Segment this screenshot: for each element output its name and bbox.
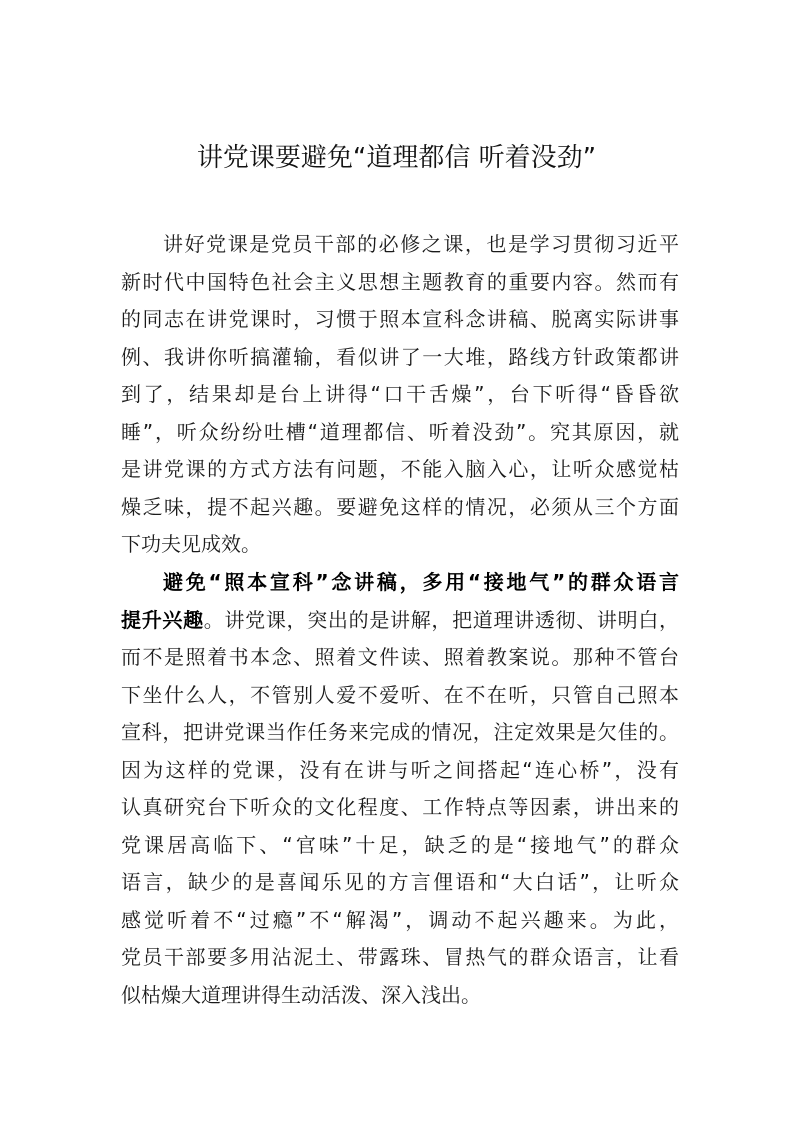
section-heading-tail: 提升兴趣 [121,607,204,632]
paragraph-line: 宣科，把讲党课当作任务来完成的情况，注定效果是欠佳的。 [121,720,679,744]
paragraph-line: 党课居高临下、“官味”十足，缺乏的是“接地气”的群众 [121,832,679,857]
paragraph-section-1 [121,564,679,1014]
paragraph-text: 。讲党课，突出的是讲解，把道理讲透彻、讲明白， [203,607,680,632]
paragraph-line: 例、我讲你听搞灌输，看似讲了一大堆，路线方针政策都讲 [121,344,679,369]
paragraph-line: 的同志在讲党课时，习惯于照本宣科念讲稿、脱离实际讲事 [121,307,679,331]
paragraph-line: 因为这样的党课，没有在讲与听之间搭起“连心桥”，没有 [121,757,679,782]
paragraph-line: 睡”，听众纷纷吐槽“道理都信、听着没劲”。究其原因，就 [121,419,679,444]
paragraph-line: 燥乏味，提不起兴趣。要避免这样的情况，必须从三个方面 [121,494,679,519]
paragraph-line: 下坐什么人，不管别人爱不爱听、在不在听，只管自己照本 [121,682,679,707]
paragraph-line: 语言，缺少的是喜闻乐见的方言俚语和“大白话”，让听众 [121,870,679,894]
paragraph-line: 感觉听着不“过瘾”不“解渴”，调动不起兴趣来。为此， [121,907,679,932]
paragraph-line: 到了，结果却是台上讲得“口干舌燥”，台下听得“昏昏欲 [121,382,679,406]
paragraph-line: 而不是照着书本念、照着文件读、照着教案说。那种不管台 [121,645,679,669]
section-heading: 避免“照本宣科”念讲稿，多用“接地气”的群众语言 [163,570,679,594]
paragraph-intro [121,226,679,564]
paragraph-line: 是讲党课的方式方法有问题，不能入脑入心，让听众感觉枯 [121,457,679,481]
paragraph-line: 讲好党课是党员干部的必修之课，也是学习贯彻习近平 [163,232,679,256]
paragraph-line [121,602,679,640]
paragraph-line: 党员干部要多用沾泥土、带露珠、冒热气的群众语言，让看 [121,945,679,969]
document-title: 讲党课要避免“道理都信 听着没劲” [196,143,597,173]
paragraph-line: 新时代中国特色社会主义思想主题教育的重要内容。然而有 [121,269,679,294]
paragraph-line: 似枯燥大道理讲得生动活泼、深入浅出。 [121,982,481,1007]
paragraph-line: 下功夫见成效。 [121,532,261,556]
paragraph-line: 认真研究台下听众的文化程度、工作特点等因素，讲出来的 [121,795,679,819]
